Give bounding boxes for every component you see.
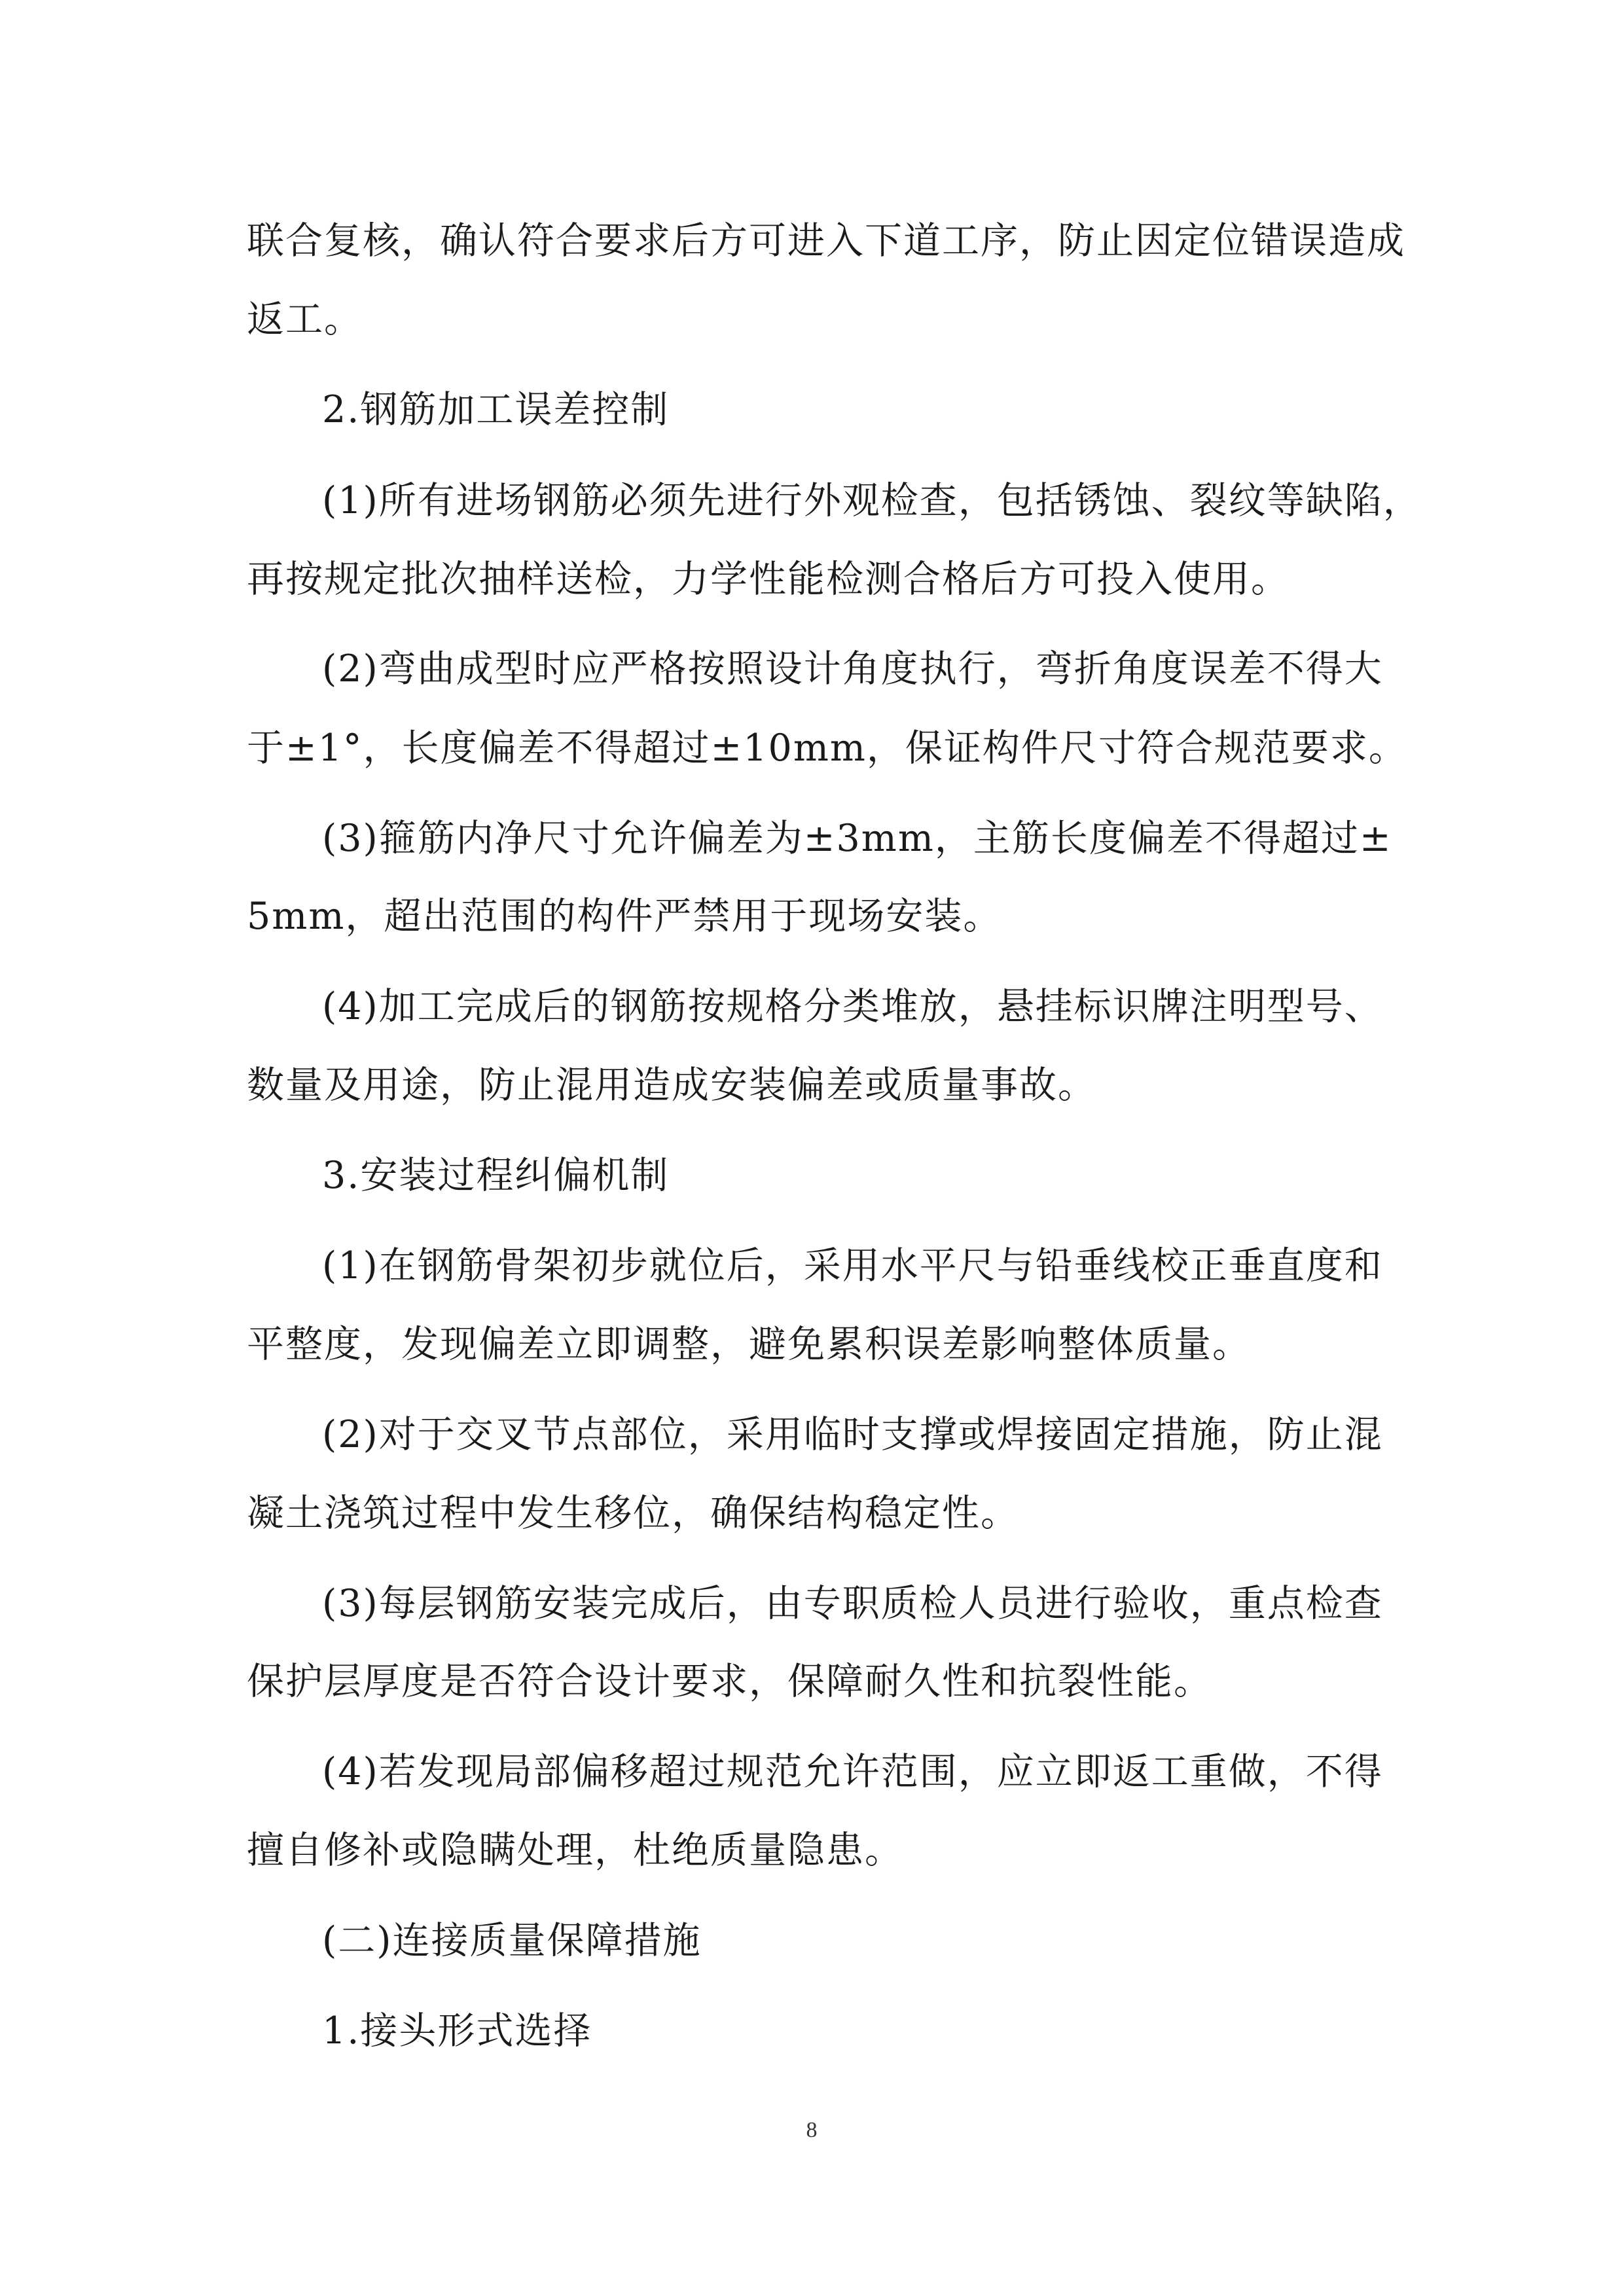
paragraph-line: (3)每层钢筋安装完成后，由专职质检人员进行验收，重点检查 [322, 1582, 1383, 1625]
text-line: 联合复核，确认符合要求后方可进入下道工序，防止因定位错误造成 [247, 219, 1405, 262]
paragraph-line: (4)加工完成后的钢筋按规格分类堆放，悬挂标识牌注明型号、 [322, 985, 1383, 1028]
section-heading: (二)连接质量保障措施 [322, 1919, 702, 1962]
paragraph-line: (2)对于交叉节点部位，采用临时支撑或焊接固定措施，防止混 [322, 1413, 1383, 1456]
paragraph-line: 数量及用途，防止混用造成安装偏差或质量事故。 [247, 1064, 1096, 1107]
paragraph-line: (1)在钢筋骨架初步就位后，采用水平尺与铅垂线校正垂直度和 [322, 1244, 1383, 1287]
paragraph-line: (4)若发现局部偏移超过规范允许范围，应立即返工重做，不得 [322, 1750, 1383, 1793]
paragraph-line: 再按规定批次抽样送检，力学性能检测合格后方可投入使用。 [247, 558, 1290, 601]
paragraph-line: (3)箍筋内净尺寸允许偏差为±3mm，主筋长度偏差不得超过± [322, 817, 1392, 860]
paragraph-line: 凝土浇筑过程中发生移位，确保结构稳定性。 [247, 1492, 1019, 1535]
paragraph-line: 擅自修补或隐瞒处理，杜绝质量隐患。 [247, 1829, 903, 1872]
paragraph-line: (2)弯曲成型时应严格按照设计角度执行，弯折角度误差不得大 [322, 647, 1383, 691]
section-heading: 1.接头形式选择 [322, 2009, 592, 2053]
paragraph-line: 于±1°，长度偏差不得超过±10mm，保证构件尺寸符合规范要求。 [247, 726, 1407, 770]
paragraph-line: 平整度，发现偏差立即调整，避免累积误差影响整体质量。 [247, 1323, 1251, 1366]
paragraph-line: (1)所有进场钢筋必须先进行外观检查，包括锈蚀、裂纹等缺陷， [322, 479, 1422, 522]
page-number: 8 [806, 2118, 818, 2142]
paragraph-line: 保护层厚度是否符合设计要求，保障耐久性和抗裂性能。 [247, 1660, 1212, 1703]
text-line: 返工。 [247, 298, 363, 341]
section-heading: 2.钢筋加工误差控制 [322, 388, 670, 431]
paragraph-line: 5mm，超出范围的构件严禁用于现场安装。 [247, 895, 1002, 938]
section-heading: 3.安装过程纠偏机制 [322, 1154, 670, 1197]
